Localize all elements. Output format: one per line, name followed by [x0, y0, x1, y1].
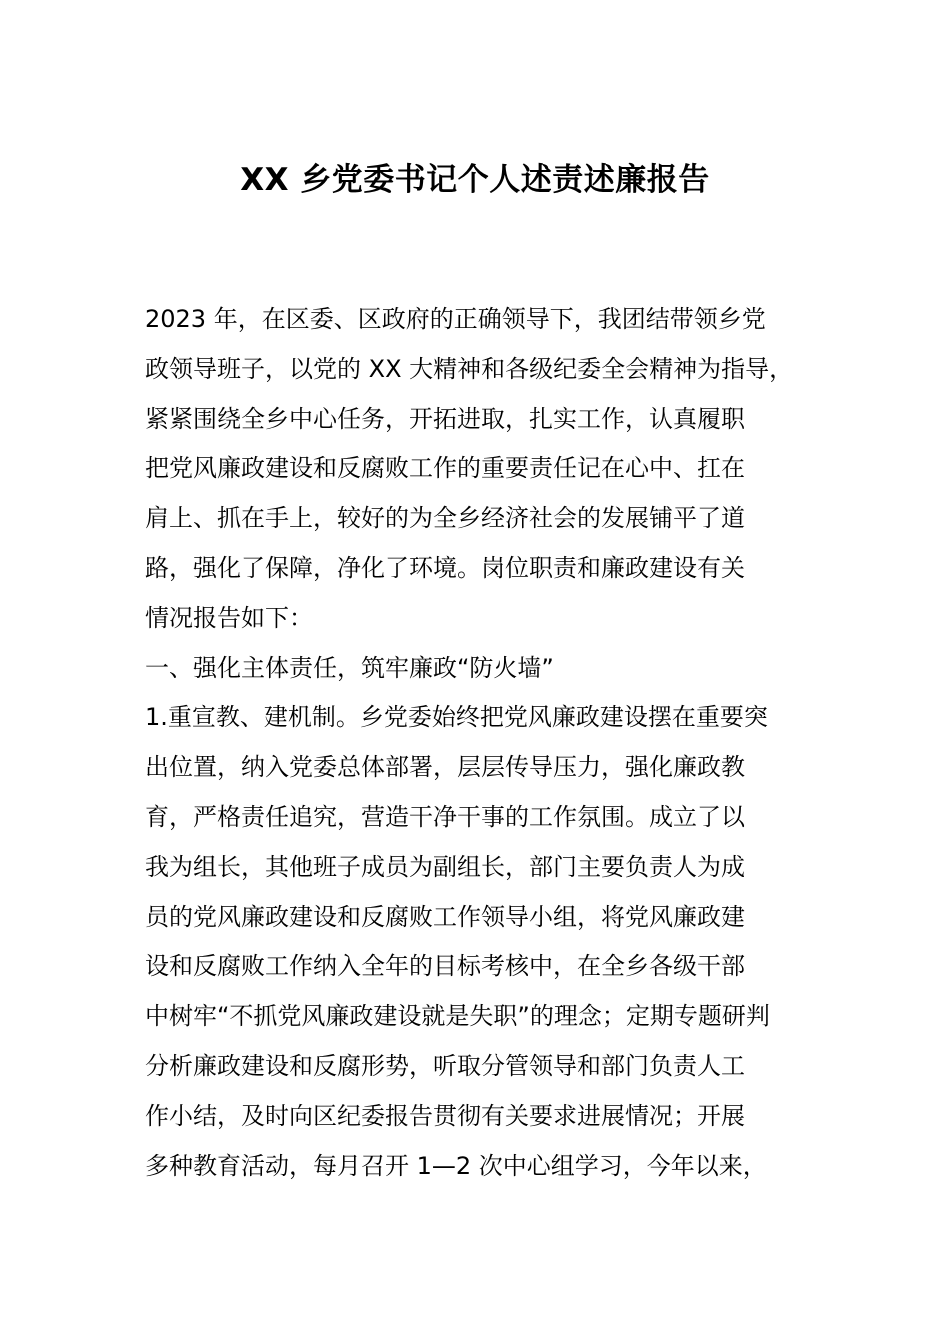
body-line: 2023 年，在区委、区政府的正确领导下，我团结带领乡党	[145, 305, 766, 333]
body-line: 设和反腐败工作纳入全年的目标考核中，在全乡各级干部	[145, 952, 745, 981]
subsection-line: 1.重宣教、建机制。乡党委始终把党风廉政建设摆在重要突	[145, 703, 768, 732]
body-line: 分析廉政建设和反腐形势，听取分管领导和部门负责人工	[145, 1051, 745, 1080]
document-body	[145, 295, 835, 1191]
body-line: 我为组长，其他班子成员为副组长，部门主要负责人为成	[145, 852, 745, 881]
body-line: 育，严格责任追究，营造干净干事的工作氛围。成立了以	[145, 802, 745, 831]
body-line: 紧紧围绕全乡中心任务，开拓进取，扎实工作，认真履职	[145, 404, 745, 433]
body-line: 员的党风廉政建设和反腐败工作领导小组，将党风廉政建	[145, 902, 745, 931]
document-title: XX 乡党委书记个人述责述廉报告	[240, 162, 710, 198]
body-line: 把党风廉政建设和反腐败工作的重要责任记在心中、扛在	[145, 454, 745, 483]
body-line: 路，强化了保障，净化了环境。岗位职责和廉政建设有关	[145, 553, 745, 582]
section-heading: 一、强化主体责任，筑牢廉政“防火墙”	[145, 653, 554, 682]
body-line: 肩上、抓在手上，较好的为全乡经济社会的发展铺平了道	[145, 504, 745, 533]
body-line: 政领导班子，以党的 XX 大精神和各级纪委全会精神为指导，	[145, 354, 794, 383]
body-line: 中树牢“不抓党风廉政建设就是失职”的理念；定期专题研判	[145, 1002, 770, 1031]
body-line: 出位置，纳入党委总体部署，层层传导压力，强化廉政教	[145, 753, 745, 782]
body-line: 多种教育活动，每月召开 1—2 次中心组学习，今年以来，	[145, 1151, 767, 1180]
body-line: 作小结，及时向区纪委报告贯彻有关要求进展情况；开展	[145, 1101, 745, 1130]
body-line: 情况报告如下：	[145, 603, 313, 632]
